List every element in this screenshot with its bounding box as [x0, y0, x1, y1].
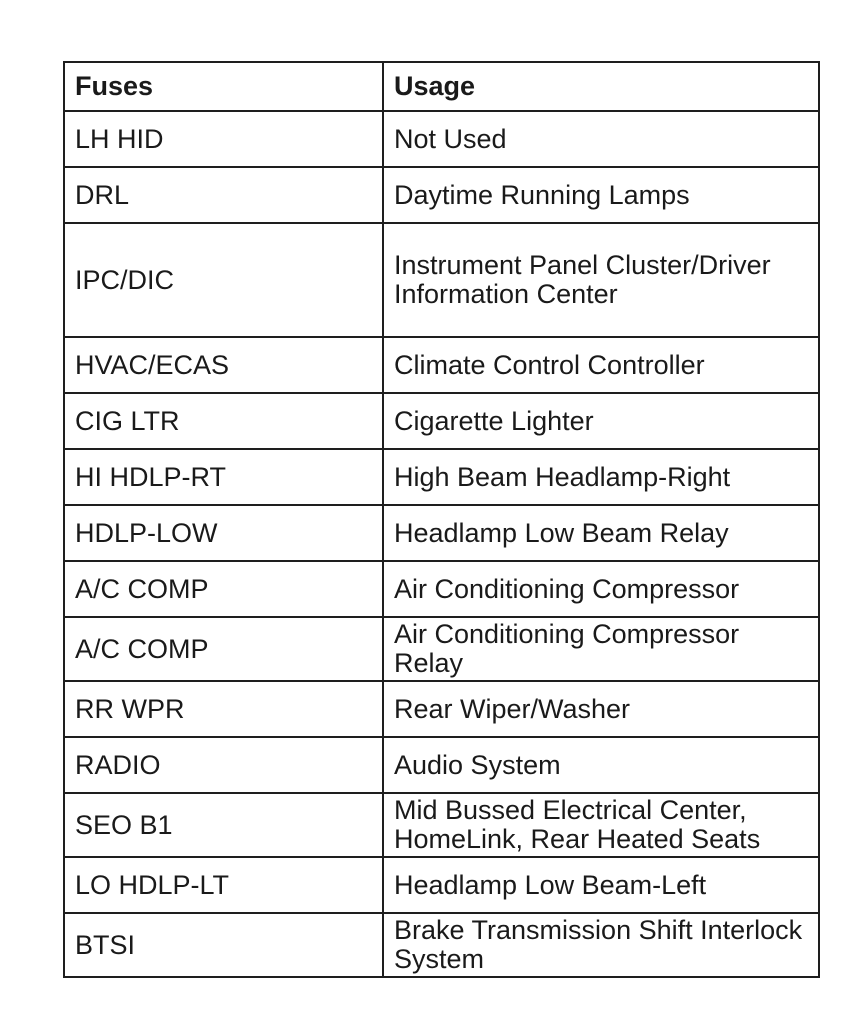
table-row — [64, 167, 819, 223]
fuse-cell: A/C COMP — [64, 561, 383, 617]
fuse-cell: RR WPR — [64, 681, 383, 737]
usage-cell: Air Conditioning Compressor — [383, 561, 819, 617]
fuse-cell: BTSI — [64, 913, 383, 977]
fuse-cell: HI HDLP-RT — [64, 449, 383, 505]
fuse-cell: SEO B1 — [64, 793, 383, 857]
table-row — [64, 857, 819, 913]
usage-cell: Not Used — [383, 111, 819, 167]
usage-cell: Cigarette Lighter — [383, 393, 819, 449]
table-row — [64, 617, 819, 681]
fuse-cell: A/C COMP — [64, 617, 383, 681]
table-row — [64, 737, 819, 793]
usage-cell: Brake Transmission Shift Interlock System — [383, 913, 819, 977]
table-row — [64, 111, 819, 167]
table-row — [64, 449, 819, 505]
table-row — [64, 223, 819, 337]
header-row — [64, 62, 819, 111]
fuse-cell: IPC/DIC — [64, 223, 383, 337]
header-usage: Usage — [383, 62, 819, 111]
fuse-cell: LH HID — [64, 111, 383, 167]
fuse-cell: RADIO — [64, 737, 383, 793]
usage-cell: Rear Wiper/Washer — [383, 681, 819, 737]
table-row — [64, 561, 819, 617]
usage-cell: Audio System — [383, 737, 819, 793]
fuse-cell: HDLP-LOW — [64, 505, 383, 561]
header-fuses: Fuses — [64, 62, 383, 111]
fuse-cell: CIG LTR — [64, 393, 383, 449]
usage-cell: Mid Bussed Electrical Center, HomeLink, Rear Heated Seats — [383, 793, 819, 857]
usage-cell: Instrument Panel Cluster/Driver Information Center — [383, 223, 819, 337]
usage-cell: High Beam Headlamp-Right — [383, 449, 819, 505]
usage-cell: Headlamp Low Beam-Left — [383, 857, 819, 913]
table-row — [64, 681, 819, 737]
table-row — [64, 793, 819, 857]
usage-cell: Climate Control Controller — [383, 337, 819, 393]
table-row — [64, 913, 819, 977]
fuse-cell: LO HDLP-LT — [64, 857, 383, 913]
fuse-usage-table — [63, 61, 820, 978]
fuse-cell: HVAC/ECAS — [64, 337, 383, 393]
usage-cell: Headlamp Low Beam Relay — [383, 505, 819, 561]
table-row — [64, 337, 819, 393]
usage-cell: Daytime Running Lamps — [383, 167, 819, 223]
table-row — [64, 393, 819, 449]
table-row — [64, 505, 819, 561]
fuse-cell: DRL — [64, 167, 383, 223]
usage-cell: Air Conditioning Compressor Relay — [383, 617, 819, 681]
